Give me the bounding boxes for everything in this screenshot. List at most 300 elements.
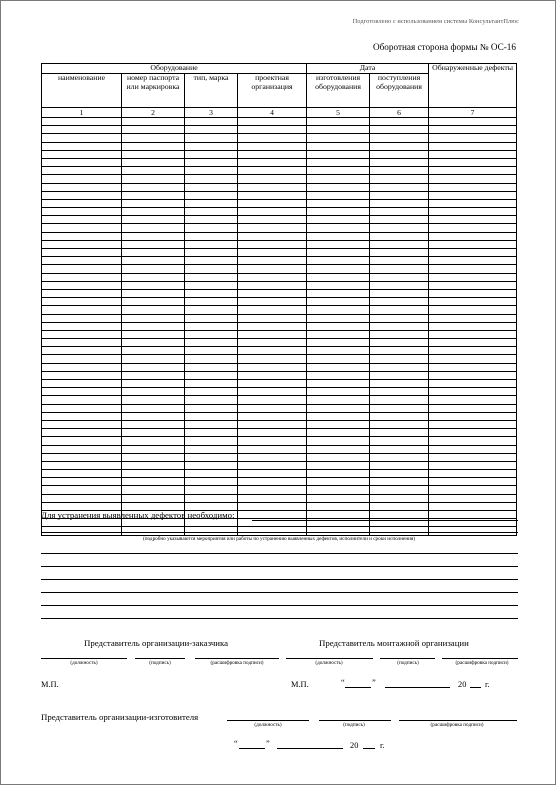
table-cell[interactable]	[307, 281, 370, 289]
table-cell[interactable]	[307, 249, 370, 257]
table-cell[interactable]	[185, 158, 238, 166]
table-cell[interactable]	[42, 412, 122, 420]
table-cell[interactable]	[429, 224, 517, 232]
table-cell[interactable]	[42, 453, 122, 461]
table-cell[interactable]	[122, 208, 185, 216]
table-cell[interactable]	[429, 404, 517, 412]
table-cell[interactable]	[238, 249, 307, 257]
table-cell[interactable]	[42, 298, 122, 306]
table-cell[interactable]	[185, 478, 238, 486]
table-cell[interactable]	[429, 453, 517, 461]
table-cell[interactable]	[42, 265, 122, 273]
table-cell[interactable]	[307, 429, 370, 437]
installer-decode-line[interactable]	[442, 658, 518, 659]
table-cell[interactable]	[122, 142, 185, 150]
table-cell[interactable]	[429, 167, 517, 175]
table-cell[interactable]	[238, 240, 307, 248]
table-cell[interactable]	[370, 314, 429, 322]
table-cell[interactable]	[42, 281, 122, 289]
table-cell[interactable]	[307, 371, 370, 379]
table-cell[interactable]	[122, 363, 185, 371]
date2-month-line[interactable]	[277, 748, 343, 749]
table-cell[interactable]	[185, 380, 238, 388]
customer-decode-line[interactable]	[195, 658, 279, 659]
table-cell[interactable]	[42, 167, 122, 175]
table-cell[interactable]	[185, 265, 238, 273]
manufacturer-signature-line[interactable]	[319, 720, 391, 721]
table-cell[interactable]	[307, 257, 370, 265]
remedy-line[interactable]	[41, 553, 518, 554]
table-cell[interactable]	[185, 289, 238, 297]
table-cell[interactable]	[122, 437, 185, 445]
table-cell[interactable]	[185, 306, 238, 314]
table-cell[interactable]	[122, 314, 185, 322]
table-cell[interactable]	[185, 298, 238, 306]
table-cell[interactable]	[185, 494, 238, 502]
table-cell[interactable]	[429, 363, 517, 371]
table-cell[interactable]	[307, 494, 370, 502]
table-cell[interactable]	[185, 232, 238, 240]
table-cell[interactable]	[185, 216, 238, 224]
table-cell[interactable]	[122, 306, 185, 314]
table-cell[interactable]	[370, 363, 429, 371]
table-cell[interactable]	[429, 380, 517, 388]
table-cell[interactable]	[238, 486, 307, 494]
table-cell[interactable]	[42, 388, 122, 396]
table-cell[interactable]	[429, 486, 517, 494]
table-cell[interactable]	[307, 470, 370, 478]
table-cell[interactable]	[307, 167, 370, 175]
table-cell[interactable]	[122, 298, 185, 306]
table-cell[interactable]	[185, 273, 238, 281]
table-cell[interactable]	[307, 306, 370, 314]
table-cell[interactable]	[307, 355, 370, 363]
table-cell[interactable]	[370, 396, 429, 404]
table-cell[interactable]	[238, 461, 307, 469]
table-cell[interactable]	[307, 486, 370, 494]
table-cell[interactable]	[429, 199, 517, 207]
table-cell[interactable]	[42, 478, 122, 486]
table-cell[interactable]	[370, 289, 429, 297]
table-cell[interactable]	[307, 445, 370, 453]
table-cell[interactable]	[370, 216, 429, 224]
table-cell[interactable]	[122, 404, 185, 412]
table-cell[interactable]	[370, 232, 429, 240]
table-cell[interactable]	[370, 265, 429, 273]
table-cell[interactable]	[370, 404, 429, 412]
table-cell[interactable]	[429, 412, 517, 420]
table-cell[interactable]	[122, 257, 185, 265]
table-cell[interactable]	[429, 240, 517, 248]
table-cell[interactable]	[307, 216, 370, 224]
table-cell[interactable]	[122, 339, 185, 347]
installer-position-line[interactable]	[286, 658, 373, 659]
table-cell[interactable]	[185, 257, 238, 265]
table-cell[interactable]	[238, 175, 307, 183]
table-cell[interactable]	[429, 314, 517, 322]
table-cell[interactable]	[42, 158, 122, 166]
table-cell[interactable]	[185, 371, 238, 379]
table-cell[interactable]	[42, 183, 122, 191]
table-cell[interactable]	[122, 347, 185, 355]
table-cell[interactable]	[122, 224, 185, 232]
table-cell[interactable]	[307, 134, 370, 142]
table-cell[interactable]	[122, 158, 185, 166]
table-cell[interactable]	[122, 478, 185, 486]
table-cell[interactable]	[42, 339, 122, 347]
date-month-line[interactable]	[385, 687, 450, 688]
table-cell[interactable]	[370, 355, 429, 363]
table-cell[interactable]	[370, 134, 429, 142]
table-cell[interactable]	[429, 306, 517, 314]
remedy-line[interactable]	[41, 592, 518, 593]
table-cell[interactable]	[42, 429, 122, 437]
table-cell[interactable]	[307, 183, 370, 191]
table-cell[interactable]	[122, 191, 185, 199]
table-cell[interactable]	[122, 240, 185, 248]
table-cell[interactable]	[42, 232, 122, 240]
table-cell[interactable]	[307, 191, 370, 199]
table-cell[interactable]	[307, 478, 370, 486]
table-cell[interactable]	[370, 183, 429, 191]
table-cell[interactable]	[307, 322, 370, 330]
table-cell[interactable]	[370, 273, 429, 281]
table-cell[interactable]	[122, 412, 185, 420]
table-cell[interactable]	[185, 363, 238, 371]
table-cell[interactable]	[122, 420, 185, 428]
table-cell[interactable]	[307, 437, 370, 445]
table-cell[interactable]	[238, 298, 307, 306]
table-cell[interactable]	[429, 208, 517, 216]
table-cell[interactable]	[307, 289, 370, 297]
table-cell[interactable]	[42, 142, 122, 150]
table-cell[interactable]	[307, 298, 370, 306]
table-cell[interactable]	[42, 322, 122, 330]
table-cell[interactable]	[307, 118, 370, 126]
remedy-line[interactable]	[252, 520, 518, 521]
installer-signature-line[interactable]	[380, 658, 435, 659]
table-cell[interactable]	[429, 257, 517, 265]
table-cell[interactable]	[429, 494, 517, 502]
table-cell[interactable]	[42, 494, 122, 502]
table-cell[interactable]	[307, 347, 370, 355]
table-cell[interactable]	[238, 126, 307, 134]
table-cell[interactable]	[370, 306, 429, 314]
table-cell[interactable]	[429, 461, 517, 469]
table-cell[interactable]	[122, 216, 185, 224]
table-cell[interactable]	[307, 224, 370, 232]
table-cell[interactable]	[185, 208, 238, 216]
table-cell[interactable]	[238, 339, 307, 347]
table-cell[interactable]	[122, 183, 185, 191]
table-cell[interactable]	[238, 306, 307, 314]
remedy-line[interactable]	[41, 566, 518, 567]
table-cell[interactable]	[42, 240, 122, 248]
table-cell[interactable]	[238, 420, 307, 428]
table-cell[interactable]	[370, 437, 429, 445]
table-cell[interactable]	[238, 158, 307, 166]
table-cell[interactable]	[238, 322, 307, 330]
table-cell[interactable]	[370, 527, 429, 535]
table-cell[interactable]	[429, 470, 517, 478]
table-cell[interactable]	[370, 339, 429, 347]
table-cell[interactable]	[307, 339, 370, 347]
table-cell[interactable]	[185, 322, 238, 330]
table-cell[interactable]	[370, 502, 429, 510]
table-cell[interactable]	[238, 208, 307, 216]
table-cell[interactable]	[238, 388, 307, 396]
manufacturer-position-line[interactable]	[227, 720, 309, 721]
table-cell[interactable]	[42, 306, 122, 314]
table-cell[interactable]	[42, 527, 122, 535]
table-cell[interactable]	[307, 273, 370, 281]
table-cell[interactable]	[42, 191, 122, 199]
table-cell[interactable]	[185, 404, 238, 412]
table-cell[interactable]	[429, 371, 517, 379]
remedy-line[interactable]	[41, 579, 518, 580]
table-cell[interactable]	[429, 126, 517, 134]
table-cell[interactable]	[429, 118, 517, 126]
table-cell[interactable]	[429, 322, 517, 330]
table-cell[interactable]	[122, 281, 185, 289]
table-cell[interactable]	[370, 330, 429, 338]
table-cell[interactable]	[42, 314, 122, 322]
table-cell[interactable]	[122, 232, 185, 240]
table-cell[interactable]	[42, 175, 122, 183]
table-cell[interactable]	[185, 134, 238, 142]
table-cell[interactable]	[238, 199, 307, 207]
table-cell[interactable]	[307, 240, 370, 248]
table-cell[interactable]	[370, 150, 429, 158]
table-cell[interactable]	[370, 322, 429, 330]
table-cell[interactable]	[429, 289, 517, 297]
table-cell[interactable]	[42, 347, 122, 355]
date2-day-line[interactable]	[239, 748, 265, 749]
table-cell[interactable]	[238, 470, 307, 478]
table-cell[interactable]	[238, 437, 307, 445]
table-cell[interactable]	[429, 175, 517, 183]
table-cell[interactable]	[307, 380, 370, 388]
table-cell[interactable]	[429, 158, 517, 166]
table-cell[interactable]	[307, 208, 370, 216]
date-year-line[interactable]	[470, 687, 481, 688]
table-cell[interactable]	[42, 134, 122, 142]
table-cell[interactable]	[238, 371, 307, 379]
table-cell[interactable]	[42, 249, 122, 257]
table-cell[interactable]	[238, 289, 307, 297]
table-cell[interactable]	[42, 330, 122, 338]
table-cell[interactable]	[122, 273, 185, 281]
table-cell[interactable]	[429, 445, 517, 453]
table-cell[interactable]	[370, 142, 429, 150]
table-cell[interactable]	[429, 511, 517, 519]
table-cell[interactable]	[238, 167, 307, 175]
table-cell[interactable]	[185, 330, 238, 338]
table-cell[interactable]	[307, 265, 370, 273]
table-cell[interactable]	[370, 453, 429, 461]
table-cell[interactable]	[238, 150, 307, 158]
table-cell[interactable]	[42, 208, 122, 216]
table-cell[interactable]	[370, 420, 429, 428]
table-cell[interactable]	[122, 330, 185, 338]
table-cell[interactable]	[42, 380, 122, 388]
date-day-line[interactable]	[345, 687, 371, 688]
table-cell[interactable]	[307, 412, 370, 420]
table-cell[interactable]	[42, 289, 122, 297]
table-cell[interactable]	[307, 330, 370, 338]
table-cell[interactable]	[238, 453, 307, 461]
table-cell[interactable]	[122, 167, 185, 175]
table-cell[interactable]	[122, 380, 185, 388]
table-cell[interactable]	[185, 527, 238, 535]
table-cell[interactable]	[185, 199, 238, 207]
table-cell[interactable]	[185, 183, 238, 191]
table-cell[interactable]	[185, 224, 238, 232]
table-cell[interactable]	[429, 232, 517, 240]
table-cell[interactable]	[122, 470, 185, 478]
table-cell[interactable]	[429, 527, 517, 535]
table-cell[interactable]	[429, 191, 517, 199]
table-cell[interactable]	[185, 175, 238, 183]
table-cell[interactable]	[185, 355, 238, 363]
table-cell[interactable]	[370, 126, 429, 134]
table-cell[interactable]	[238, 355, 307, 363]
remedy-line[interactable]	[41, 618, 518, 619]
table-cell[interactable]	[370, 199, 429, 207]
table-cell[interactable]	[42, 470, 122, 478]
table-cell[interactable]	[185, 191, 238, 199]
table-cell[interactable]	[122, 527, 185, 535]
remedy-line[interactable]	[41, 605, 518, 606]
table-cell[interactable]	[185, 167, 238, 175]
table-cell[interactable]	[42, 150, 122, 158]
table-cell[interactable]	[122, 289, 185, 297]
table-cell[interactable]	[429, 347, 517, 355]
table-cell[interactable]	[42, 224, 122, 232]
table-cell[interactable]	[185, 339, 238, 347]
table-cell[interactable]	[238, 142, 307, 150]
table-cell[interactable]	[122, 388, 185, 396]
table-cell[interactable]	[122, 445, 185, 453]
table-cell[interactable]	[370, 191, 429, 199]
table-cell[interactable]	[42, 486, 122, 494]
table-cell[interactable]	[370, 388, 429, 396]
table-cell[interactable]	[370, 249, 429, 257]
table-cell[interactable]	[238, 347, 307, 355]
customer-position-line[interactable]	[41, 658, 127, 659]
table-cell[interactable]	[307, 175, 370, 183]
table-cell[interactable]	[122, 461, 185, 469]
table-cell[interactable]	[370, 158, 429, 166]
table-cell[interactable]	[122, 429, 185, 437]
table-cell[interactable]	[238, 502, 307, 510]
table-cell[interactable]	[42, 199, 122, 207]
table-cell[interactable]	[370, 478, 429, 486]
table-cell[interactable]	[122, 249, 185, 257]
table-cell[interactable]	[238, 224, 307, 232]
table-cell[interactable]	[185, 429, 238, 437]
table-cell[interactable]	[122, 322, 185, 330]
table-cell[interactable]	[370, 445, 429, 453]
table-cell[interactable]	[122, 150, 185, 158]
table-cell[interactable]	[42, 445, 122, 453]
table-cell[interactable]	[307, 420, 370, 428]
table-cell[interactable]	[370, 167, 429, 175]
table-cell[interactable]	[42, 461, 122, 469]
table-cell[interactable]	[238, 412, 307, 420]
table-cell[interactable]	[370, 412, 429, 420]
table-cell[interactable]	[429, 420, 517, 428]
table-cell[interactable]	[238, 380, 307, 388]
table-cell[interactable]	[42, 257, 122, 265]
table-cell[interactable]	[370, 208, 429, 216]
table-cell[interactable]	[42, 126, 122, 134]
table-cell[interactable]	[238, 265, 307, 273]
table-cell[interactable]	[238, 314, 307, 322]
table-cell[interactable]	[122, 175, 185, 183]
table-cell[interactable]	[370, 240, 429, 248]
table-cell[interactable]	[429, 396, 517, 404]
table-cell[interactable]	[185, 126, 238, 134]
table-cell[interactable]	[185, 281, 238, 289]
table-cell[interactable]	[307, 461, 370, 469]
table-cell[interactable]	[122, 396, 185, 404]
table-cell[interactable]	[429, 437, 517, 445]
table-cell[interactable]	[42, 118, 122, 126]
table-cell[interactable]	[429, 281, 517, 289]
table-cell[interactable]	[185, 420, 238, 428]
table-cell[interactable]	[307, 388, 370, 396]
table-cell[interactable]	[238, 216, 307, 224]
table-cell[interactable]	[185, 461, 238, 469]
table-cell[interactable]	[307, 363, 370, 371]
table-cell[interactable]	[238, 478, 307, 486]
table-cell[interactable]	[185, 347, 238, 355]
table-cell[interactable]	[429, 265, 517, 273]
table-cell[interactable]	[238, 429, 307, 437]
table-cell[interactable]	[307, 142, 370, 150]
table-cell[interactable]	[307, 527, 370, 535]
table-cell[interactable]	[238, 494, 307, 502]
table-cell[interactable]	[370, 429, 429, 437]
table-cell[interactable]	[185, 396, 238, 404]
table-cell[interactable]	[370, 175, 429, 183]
table-cell[interactable]	[185, 314, 238, 322]
table-cell[interactable]	[185, 118, 238, 126]
table-cell[interactable]	[238, 191, 307, 199]
table-cell[interactable]	[429, 429, 517, 437]
table-cell[interactable]	[238, 118, 307, 126]
table-cell[interactable]	[185, 150, 238, 158]
table-cell[interactable]	[370, 380, 429, 388]
table-cell[interactable]	[370, 486, 429, 494]
table-cell[interactable]	[238, 273, 307, 281]
table-cell[interactable]	[429, 339, 517, 347]
table-cell[interactable]	[307, 511, 370, 519]
table-cell[interactable]	[429, 502, 517, 510]
table-cell[interactable]	[122, 118, 185, 126]
table-cell[interactable]	[238, 445, 307, 453]
table-cell[interactable]	[429, 330, 517, 338]
table-cell[interactable]	[429, 478, 517, 486]
table-cell[interactable]	[185, 470, 238, 478]
table-cell[interactable]	[42, 371, 122, 379]
table-cell[interactable]	[307, 314, 370, 322]
table-cell[interactable]	[429, 298, 517, 306]
table-cell[interactable]	[185, 445, 238, 453]
remedy-line[interactable]	[41, 532, 518, 533]
table-cell[interactable]	[307, 126, 370, 134]
